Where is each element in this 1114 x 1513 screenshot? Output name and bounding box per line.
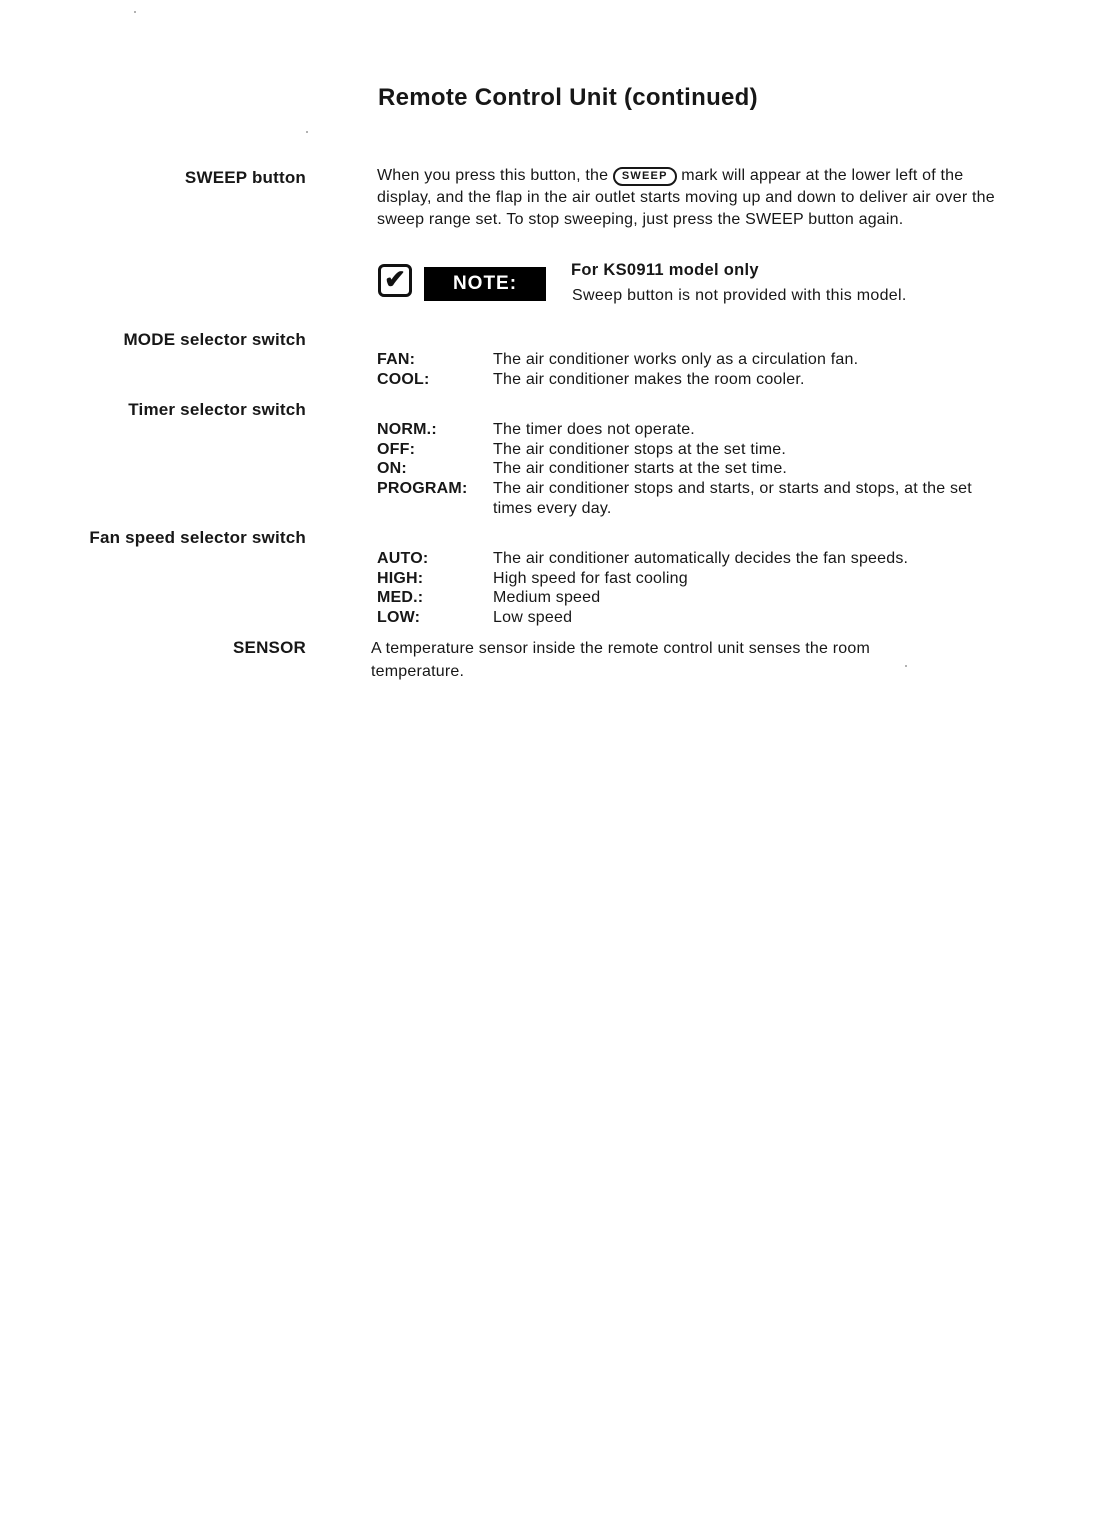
section-label-sensor: SENSOR [233,638,306,657]
desc-off: The air conditioner stops at the set time. [493,440,786,458]
desc-high: High speed for fast cooling [493,569,688,587]
desc-cool: The air conditioner makes the room cooler. [493,370,805,388]
definition-row [377,420,1009,440]
check-icon: ✔ [384,263,406,294]
scan-speckle [306,131,308,133]
note-checkbox [378,264,412,297]
desc-auto: The air conditioner automatically decides the fan speeds. [493,550,909,567]
section-label-mode-selector: MODE selector switch [123,330,306,349]
term-auto: AUTO: [377,550,429,567]
section-label-fan-speed-selector: Fan speed selector switch [89,528,306,547]
note-heading: For KS0911 model only [571,261,759,279]
definition-row [377,588,1009,608]
note-badge: NOTE: [424,267,546,301]
sweep-mark-pill: SWEEP [613,167,677,186]
definition-row [377,370,1009,390]
page-title: Remote Control Unit (continued) [378,84,758,111]
mode-definition-list [377,350,1009,389]
desc-fan: The air conditioner works only as a circulation fan. [493,351,859,368]
term-fan: FAN: [377,351,416,368]
desc-low: Low speed [493,609,573,627]
definition-row [377,459,1009,479]
definition-row [377,569,1009,589]
term-on: ON: [377,460,407,478]
term-med: MED.: [377,589,424,607]
sensor-description: A temperature sensor inside the remote control unit senses the room temperature. [371,640,870,680]
fan-speed-definition-list [377,549,1009,628]
section-label-sweep-button: SWEEP button [184,168,306,187]
term-high: HIGH: [377,569,424,587]
scan-speckle [134,11,136,13]
definition-row [377,350,1009,370]
note-body: Sweep button is not provided with this model. [572,287,907,304]
definition-row [377,549,1009,569]
definition-row [377,608,1009,628]
desc-on: The air conditioner starts at the set time. [493,460,788,478]
term-cool: COOL: [377,370,430,388]
term-program: PROGRAM: [377,480,468,498]
term-off: OFF: [377,440,416,458]
sweep-para-after: mark will appear at the lower left of the display, and the flap in the air outlet starts moving up and down to deliver air over the sweep range set. To stop sweeping, just press the SWEEP button again. [377,167,995,228]
term-low: LOW: [377,609,421,627]
definition-row [377,479,1009,518]
timer-definition-list [377,420,1009,519]
sweep-para-before: When you press this button, the [377,167,613,184]
definition-row [377,440,1009,460]
section-label-timer-selector: Timer selector switch [128,400,306,419]
desc-norm: The timer does not operate. [493,421,695,438]
term-norm: NORM.: [377,421,437,438]
desc-med: Medium speed [493,589,601,607]
sweep-description-paragraph [377,165,1019,231]
desc-program: The air conditioner stops and starts, or starts and stops, at the set times every day. [493,480,972,517]
